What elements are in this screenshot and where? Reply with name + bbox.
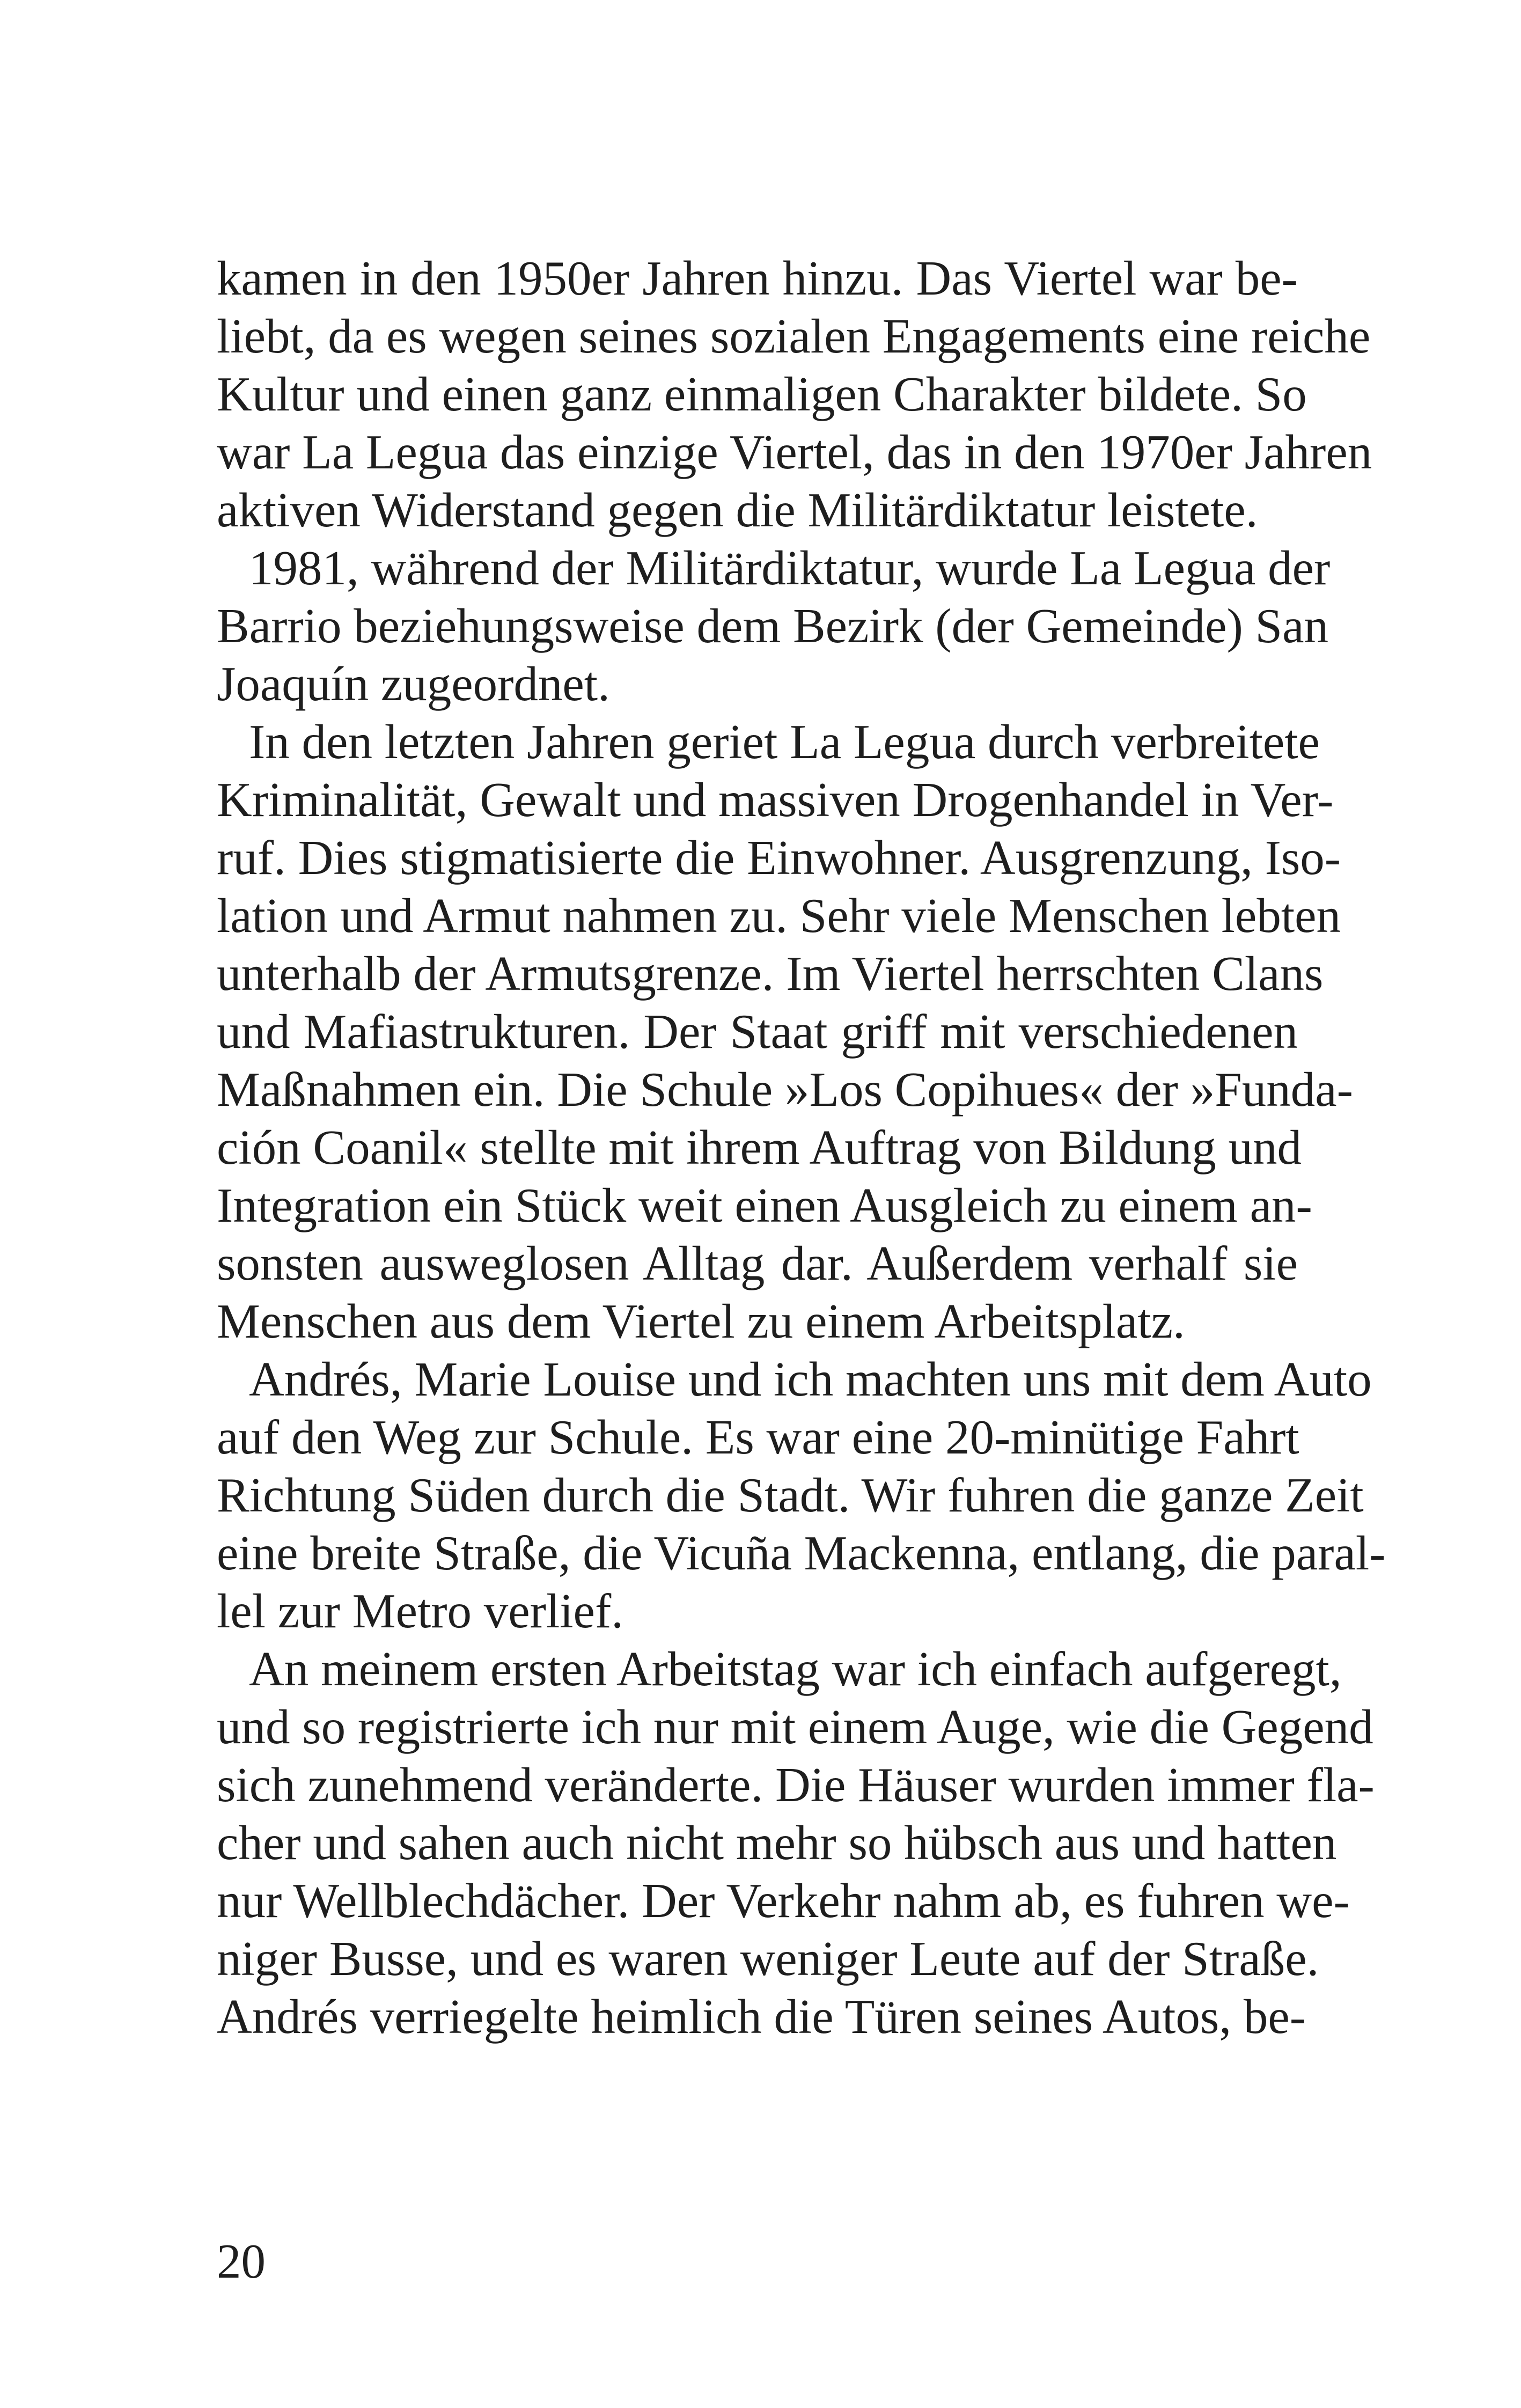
text-line: An meinem ersten Arbeitstag war ich einfach aufgeregt,: [249, 1642, 1342, 1696]
text-line: Integration ein Stück weit einen Ausgleich zu einem an-: [217, 1178, 1312, 1232]
text-line: kamen in den 1950er Jahren hinzu. Das Viertel war be-: [217, 251, 1298, 305]
text-line: unterhalb der Armutsgrenze. Im Viertel herrschten Clans: [217, 946, 1324, 1001]
text-line: und Mafiastrukturen. Der Staat griff mit verschiedenen: [217, 1004, 1298, 1059]
text-line: aktiven Widerstand gegen die Militärdiktatur leistete.: [217, 483, 1258, 537]
text-line: niger Busse, und es waren weniger Leute auf der Straße.: [217, 1932, 1319, 1986]
text-line: Joaquín zugeordnet.: [217, 657, 610, 711]
text-line: war La Legua das einzige Viertel, das in den 1970er Jahren: [217, 425, 1372, 479]
text-line: Andrés, Marie Louise und ich machten uns mit dem Auto: [249, 1352, 1372, 1406]
text-line: Richtung Süden durch die Stadt. Wir fuhren die ganze Zeit: [217, 1468, 1364, 1522]
body-text: [217, 249, 1386, 2046]
text-line: lation und Armut nahmen zu. Sehr viele Menschen lebten: [217, 889, 1341, 943]
text-line: Maßnahmen ein. Die Schule »Los Copihues« der »Funda-: [217, 1062, 1353, 1117]
text-line: liebt, da es wegen seines sozialen Engagements eine reiche: [217, 309, 1371, 363]
text-line: ruf. Dies stigmatisierte die Einwohner. Ausgrenzung, Iso-: [217, 831, 1341, 885]
text-line: auf den Weg zur Schule. Es war eine 20-minütige Fahrt: [217, 1410, 1299, 1464]
text-line: und so registrierte ich nur mit einem Auge, wie die Gegend: [217, 1700, 1373, 1754]
text-line: cher und sahen auch nicht mehr so hübsch aus und hatten: [217, 1816, 1337, 1870]
text-line: 1981, während der Militärdiktatur, wurde La Legua der: [249, 541, 1331, 595]
text-line: In den letzten Jahren geriet La Legua durch verbreitete: [249, 715, 1320, 769]
text-line: nur Wellblechdächer. Der Verkehr nahm ab, es fuhren we-: [217, 1874, 1350, 1928]
text-line: eine breite Straße, die Vicuña Mackenna, entlang, die paral-: [217, 1526, 1386, 1580]
text-line: sonsten ausweglosen Alltag dar. Außerdem verhalf sie: [217, 1236, 1298, 1290]
text-line: Andrés verriegelte heimlich die Türen seines Autos, be-: [217, 1989, 1306, 2044]
text-line: Kultur und einen ganz einmaligen Charakter bildete. So: [217, 367, 1307, 421]
text-line: sich zunehmend veränderte. Die Häuser wurden immer fla-: [217, 1758, 1375, 1812]
text-line: Kriminalität, Gewalt und massiven Drogenhandel in Ver-: [217, 773, 1334, 827]
text-line: Barrio beziehungsweise dem Bezirk (der Gemeinde) San: [217, 599, 1329, 653]
text-line: ción Coanil« stellte mit ihrem Auftrag von Bildung und: [217, 1120, 1302, 1174]
text-line: lel zur Metro verlief.: [217, 1584, 623, 1638]
text-line: Menschen aus dem Viertel zu einem Arbeitsplatz.: [217, 1294, 1185, 1348]
page-number: 20: [217, 2234, 266, 2288]
